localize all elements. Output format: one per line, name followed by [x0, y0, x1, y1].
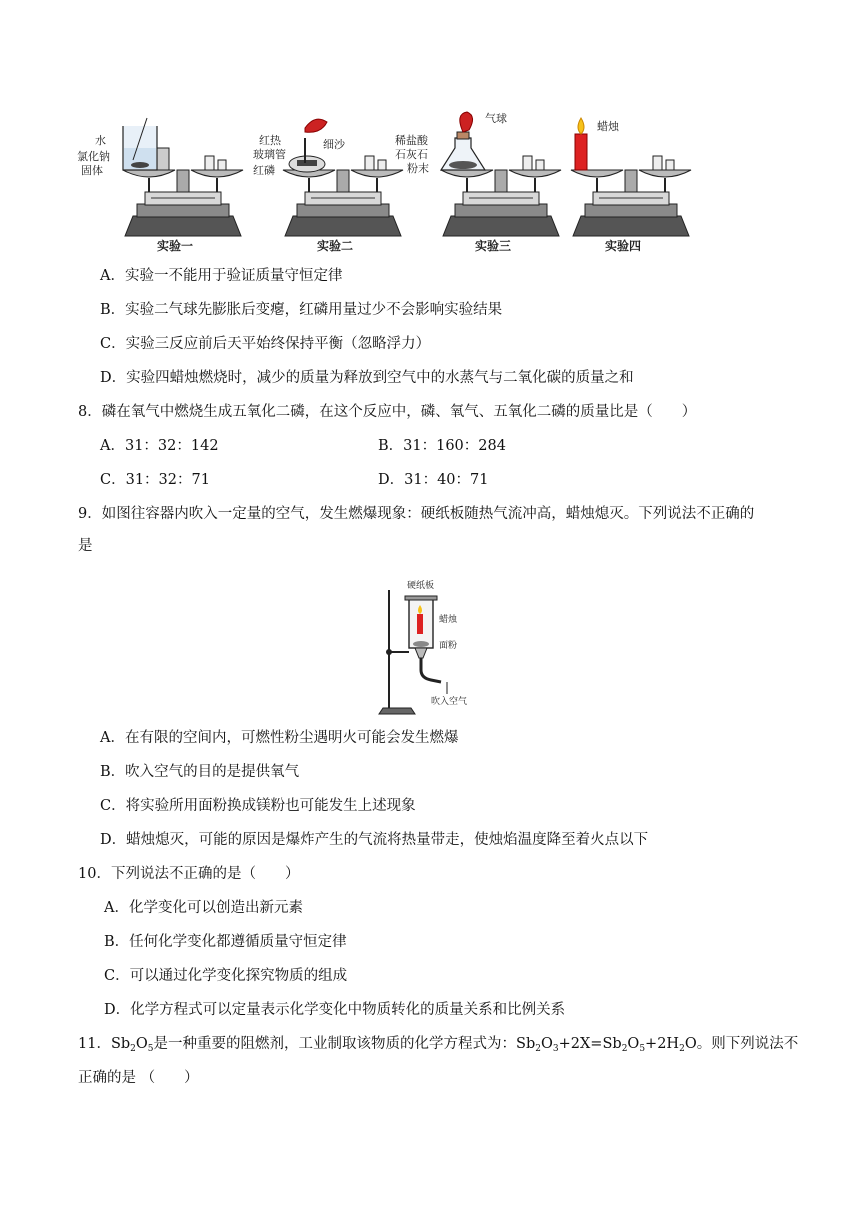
q9-stem-line2: 是: [78, 538, 93, 554]
q9-option-b: B．吹入空气的目的是提供氧气: [100, 764, 300, 780]
svg-text:红热: 红热: [259, 134, 281, 147]
q9-option-c: C．将实验所用面粉换成镁粉也可能发生上述现象: [100, 798, 416, 814]
q10-stem: 10．下列说法不正确的是（ ）: [78, 866, 300, 882]
svg-text:粉末: 粉末: [407, 162, 429, 175]
svg-text:稀盐酸: 稀盐酸: [395, 134, 428, 147]
q9-option-a: A．在有限的空间内，可燃性粉尘遇明火可能会发生燃爆: [100, 730, 459, 746]
experiment-4: [571, 118, 691, 253]
svg-text:实验三: 实验三: [475, 239, 512, 253]
experiment-1: [77, 118, 243, 253]
q9-option-d: D．蜡烛熄灭，可能的原因是爆炸产生的气流将热量带走，使烛焰温度降至着火点以下: [100, 832, 649, 848]
svg-text:气球: 气球: [485, 112, 507, 125]
q8-option-c: C．31：32：71: [100, 472, 210, 488]
q10-option-a: A．化学变化可以创造出新元素: [104, 900, 303, 916]
q8-option-b: B．31：160：284: [378, 438, 506, 454]
svg-text:吹入空气: 吹入空气: [431, 697, 468, 707]
q11-stem-line2: 正确的是 （ ）: [78, 1070, 199, 1086]
svg-text:面粉: 面粉: [439, 641, 458, 651]
q9-stem-line1: 9．如图往容器内吹入一定量的空气，发生燃爆现象：硬纸板随热气流冲高，蜡烛熄灭。下列说法不正确的: [78, 506, 755, 522]
svg-text:蜡烛: 蜡烛: [439, 615, 458, 625]
svg-text:氯化钠: 氯化钠: [77, 150, 110, 163]
experiment-3: [395, 111, 561, 253]
q10-option-b: B．任何化学变化都遵循质量守恒定律: [104, 934, 347, 950]
q8-stem: 8．磷在氧气中燃烧生成五氧化二磷，在这个反应中，磷、氧气、五氧化二磷的质量比是（ ）: [78, 404, 697, 420]
svg-text:玻璃管: 玻璃管: [253, 148, 286, 161]
q7-option-d: D．实验四蜡烛燃烧时，减少的质量为释放到空气中的水蒸气与二氧化碳的质量之和: [100, 370, 634, 386]
q7-option-c: C．实验三反应前后天平始终保持平衡（忽略浮力）: [100, 336, 431, 352]
svg-text:实验二: 实验二: [317, 239, 354, 253]
q7-figure: [77, 108, 695, 256]
experiment-2: [253, 119, 403, 253]
q10-option-d: D．化学方程式可以定量表示化学变化中物质转化的质量关系和比例关系: [104, 1002, 566, 1018]
svg-text:红磷: 红磷: [253, 164, 275, 177]
svg-text:实验一: 实验一: [157, 239, 194, 253]
q9-figure: [375, 570, 495, 720]
svg-text:石灰石: 石灰石: [395, 148, 428, 161]
svg-text:硬纸板: 硬纸板: [407, 581, 435, 591]
svg-text:水: 水: [95, 134, 106, 147]
q8-option-d: D．31：40：71: [378, 472, 489, 488]
svg-text:固体: 固体: [81, 164, 103, 177]
svg-text:细沙: 细沙: [323, 138, 345, 151]
q8-option-a: A．31：32：142: [100, 438, 219, 454]
q7-option-a: A．实验一不能用于验证质量守恒定律: [100, 268, 343, 284]
q11-stem-line1: 11．$Sb_2O_5$是一种重要的阻燃剂，工业制取该物质的化学方程式为：$Sb_2O_3+2X=Sb_2O_5+2H_2O$。则下列说法不: [78, 1036, 799, 1054]
svg-text:蜡烛: 蜡烛: [597, 120, 619, 133]
svg-text:实验四: 实验四: [605, 239, 642, 253]
q10-option-c: C．可以通过化学变化探究物质的组成: [104, 968, 348, 984]
q7-option-b: B．实验二气球先膨胀后变瘪，红磷用量过少不会影响实验结果: [100, 302, 503, 318]
